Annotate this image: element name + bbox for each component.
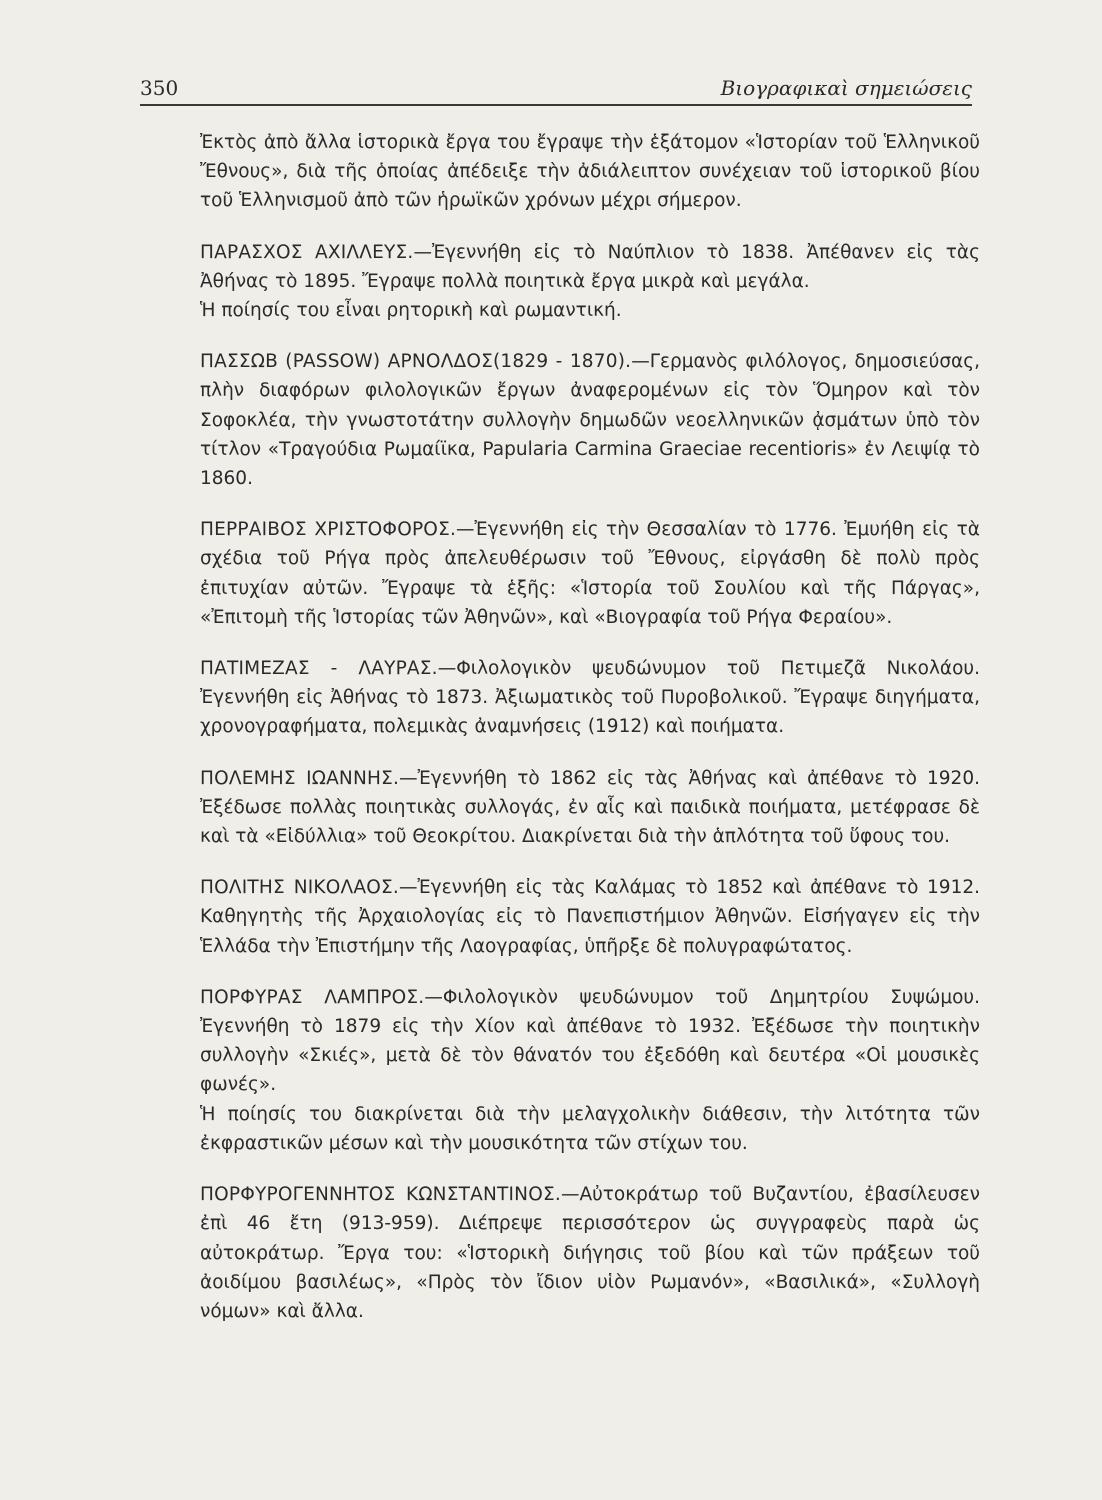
entry-name: ΠΑΡΑΣΧΟΣ ΑΧΙΛΛΕΥΣ. [200,241,414,263]
entry-porfyrogennitos [200,1180,980,1326]
header-rule [140,104,972,106]
entry-porfyras [200,983,980,1158]
entry-text: —Ἐγεννήθη εἰς τὸ Ναύπλιον τὸ 1838. Ἀπέθανεν εἰς τὰς Ἀθήνας τὸ 1895. Ἔγραψε πολλὰ ποιητικὰ ἔργα μικρὰ καὶ μεγάλα. [200,241,980,292]
entry-text: —Αὐτοκράτωρ τοῦ Βυζαντίου, ἐβασίλευσεν ἐπὶ 46 ἔτη (913-959). Διέπρεψε περισσότερον ὡς συγγραφεὺς παρὰ ὡς αὐτοκράτωρ. Ἔργα του: «Ἱστορικὴ διήγησις τοῦ βίου καὶ τῶν πράξεων τοῦ ἀοιδίμου βασιλέως», «Πρὸς τὸν ἴδιον υἱὸν Ρωμανόν», «Βασιλικά», «Συλλογὴ νόμων» καὶ ἄλλα. [200,1184,981,1322]
page-header [140,70,972,106]
entry-text: —Ἐγεννήθη τὸ 1862 εἰς τὰς Ἀθήνας καὶ ἀπέθανε τὸ 1920. Ἐξέδωσε πολλὰς ποιητικὰς συλλογάς, ἐν αἷς καὶ παιδικὰ ποιήματα, μετέφρασε δὲ καὶ τὰ «Εἰδύλλια» τοῦ Θεοκρίτου. Διακρίνεται διὰ τὴν ἁπλότητα τοῦ ὕφους του. [200,767,980,848]
intro-paragraph: Ἐκτὸς ἀπὸ ἄλλα ἱστορικὰ ἔργα του ἔγραψε τὴν ἑξάτομον «Ἱστορίαν τοῦ Ἑλληνικοῦ Ἔθνους», διὰ τῆς ὁποίας ἀπέδειξε τὴν ἀδιάλειπτον συνέχειαν τοῦ ἱστορικοῦ βίου τοῦ Ἑλληνισμοῦ ἀπὸ τῶν ἡρωϊκῶν χρόνων μέχρι σήμερον. [200,132,980,212]
entry-politis [200,873,980,961]
entry-text: —Φιλολογικὸν ψευδώνυμον τοῦ Πετιμεζᾶ Νικολάου. Ἐγεννήθη εἰς Ἀθήνας τὸ 1873. Ἀξιωματικὸς τοῦ Πυροβολικοῦ. Ἔγραψε διηγήματα, χρονογραφήματα, πολεμικὰς ἀναμνήσεις (1912) καὶ ποιήματα. [200,658,980,738]
entry-perraivos [200,515,980,632]
entry-name: ΠΟΛΙΤΗΣ ΝΙΚΟΛΑΟΣ. [200,877,399,899]
entry-parasxos [200,238,980,326]
entry-name: ΠΕΡΡΑΙΒΟΣ ΧΡΙΣΤΟΦΟΡΟΣ. [200,519,457,541]
entry-text: —Φιλολογικὸν ψευδώνυμον τοῦ Δημητρίου Συψώμου. Ἐγεννήθη τὸ 1879 εἰς τὴν Χίον καὶ ἀπέθανε τὸ 1932. Ἐξέδωσε τὴν ποιητικὴν συλλογὴν «Σκιές», μετὰ δὲ τὸν θάνατόν του ἐξεδόθη καὶ δευτέρα «Οἱ μουσικὲς φωνές». [200,986,980,1096]
entry-name: ΠΟΛΕΜΗΣ ΙΩΑΝΝΗΣ. [200,767,400,789]
entry-text: —Γερμανὸς φιλόλογος, δημοσιεύσας, πλὴν διαφόρων φιλολογικῶν ἔργων ἀναφερομένων εἰς τὸν Ὅμηρον καὶ τὸν Σοφοκλέα, τὴν γνωστοτάτην συλλογὴν δημωδῶν νεοελληνικῶν ᾀσμάτων ὑπὸ τὸν τίτλον «Τραγούδια Ρωμαίϊκα, Papularia Carmina Graeciae recentioris» ἐν Λειψίᾳ τὸ 1860. [200,351,980,490]
entry-name: ΠΟΡΦΥΡΑΣ ΛΑΜΠΡΟΣ. [200,986,425,1008]
entry-text: —Ἐγεννήθη εἰς τὰς Καλάμας τὸ 1852 καὶ ἀπέθανε τὸ 1912. Καθηγητὴς τῆς Ἀρχαιολογίας εἰς τὸ Πανεπιστήμιον Ἀθηνῶν. Εἰσήγαγεν εἰς τὴν Ἑλλάδα τὴν Ἐπιστήμην τῆς Λαογραφίας, ὑπῆρξε δὲ πολυγραφώτατος. [200,877,981,957]
entry-name: ΠΟΡΦΥΡΟΓΕΝΝΗΤΟΣ ΚΩΝΣΤΑΝΤΙΝΟΣ. [200,1184,561,1206]
entry-name: ΠΑΤΙΜΕΖΑΣ - ΛΑΥΡΑΣ. [200,658,438,680]
entry-passow [200,347,980,493]
entry-patimezas [200,654,980,742]
entry-text: —Ἐγεννήθη εἰς τὴν Θεσσαλίαν τὸ 1776. Ἐμυήθη εἰς τὰ σχέδια τοῦ Ρήγα πρὸς ἀπελευθέρωσιν τοῦ Ἔθνους, εἰργάσθη δὲ πολὺ πρὸς ἐπιτυχίαν αὐτῶν. Ἔγραψε τὰ ἑξῆς: «Ἱστορία τοῦ Σουλίου καὶ τῆς Πάργας», «Ἐπιτομὴ τῆς Ἱστορίας τῶν Ἀθηνῶν», καὶ «Βιογραφία τοῦ Ρήγα Φεραίου». [200,519,980,628]
entry-extra: Ἡ ποίησίς του διακρίνεται διὰ τὴν μελαγχολικὴν διάθεσιν, τὴν λιτότητα τῶν ἐκφραστικῶν μέσων καὶ τὴν μουσικότητα τῶν στίχων του. [200,1103,980,1154]
entry-name: ΠΑΣΣΩΒ (PASSOW) ΑΡΝΟΛΔΟΣ(1829 - 1870). [200,351,632,373]
page-number: 350 [140,76,179,100]
page-body [200,128,980,1348]
running-head: Βιογραφικαὶ σημειώσεις [720,76,972,100]
entry-polemis [200,764,980,852]
entry-extra: Ἡ ποίησίς του εἶναι ρητορικὴ καὶ ρωμαντική. [200,300,622,322]
